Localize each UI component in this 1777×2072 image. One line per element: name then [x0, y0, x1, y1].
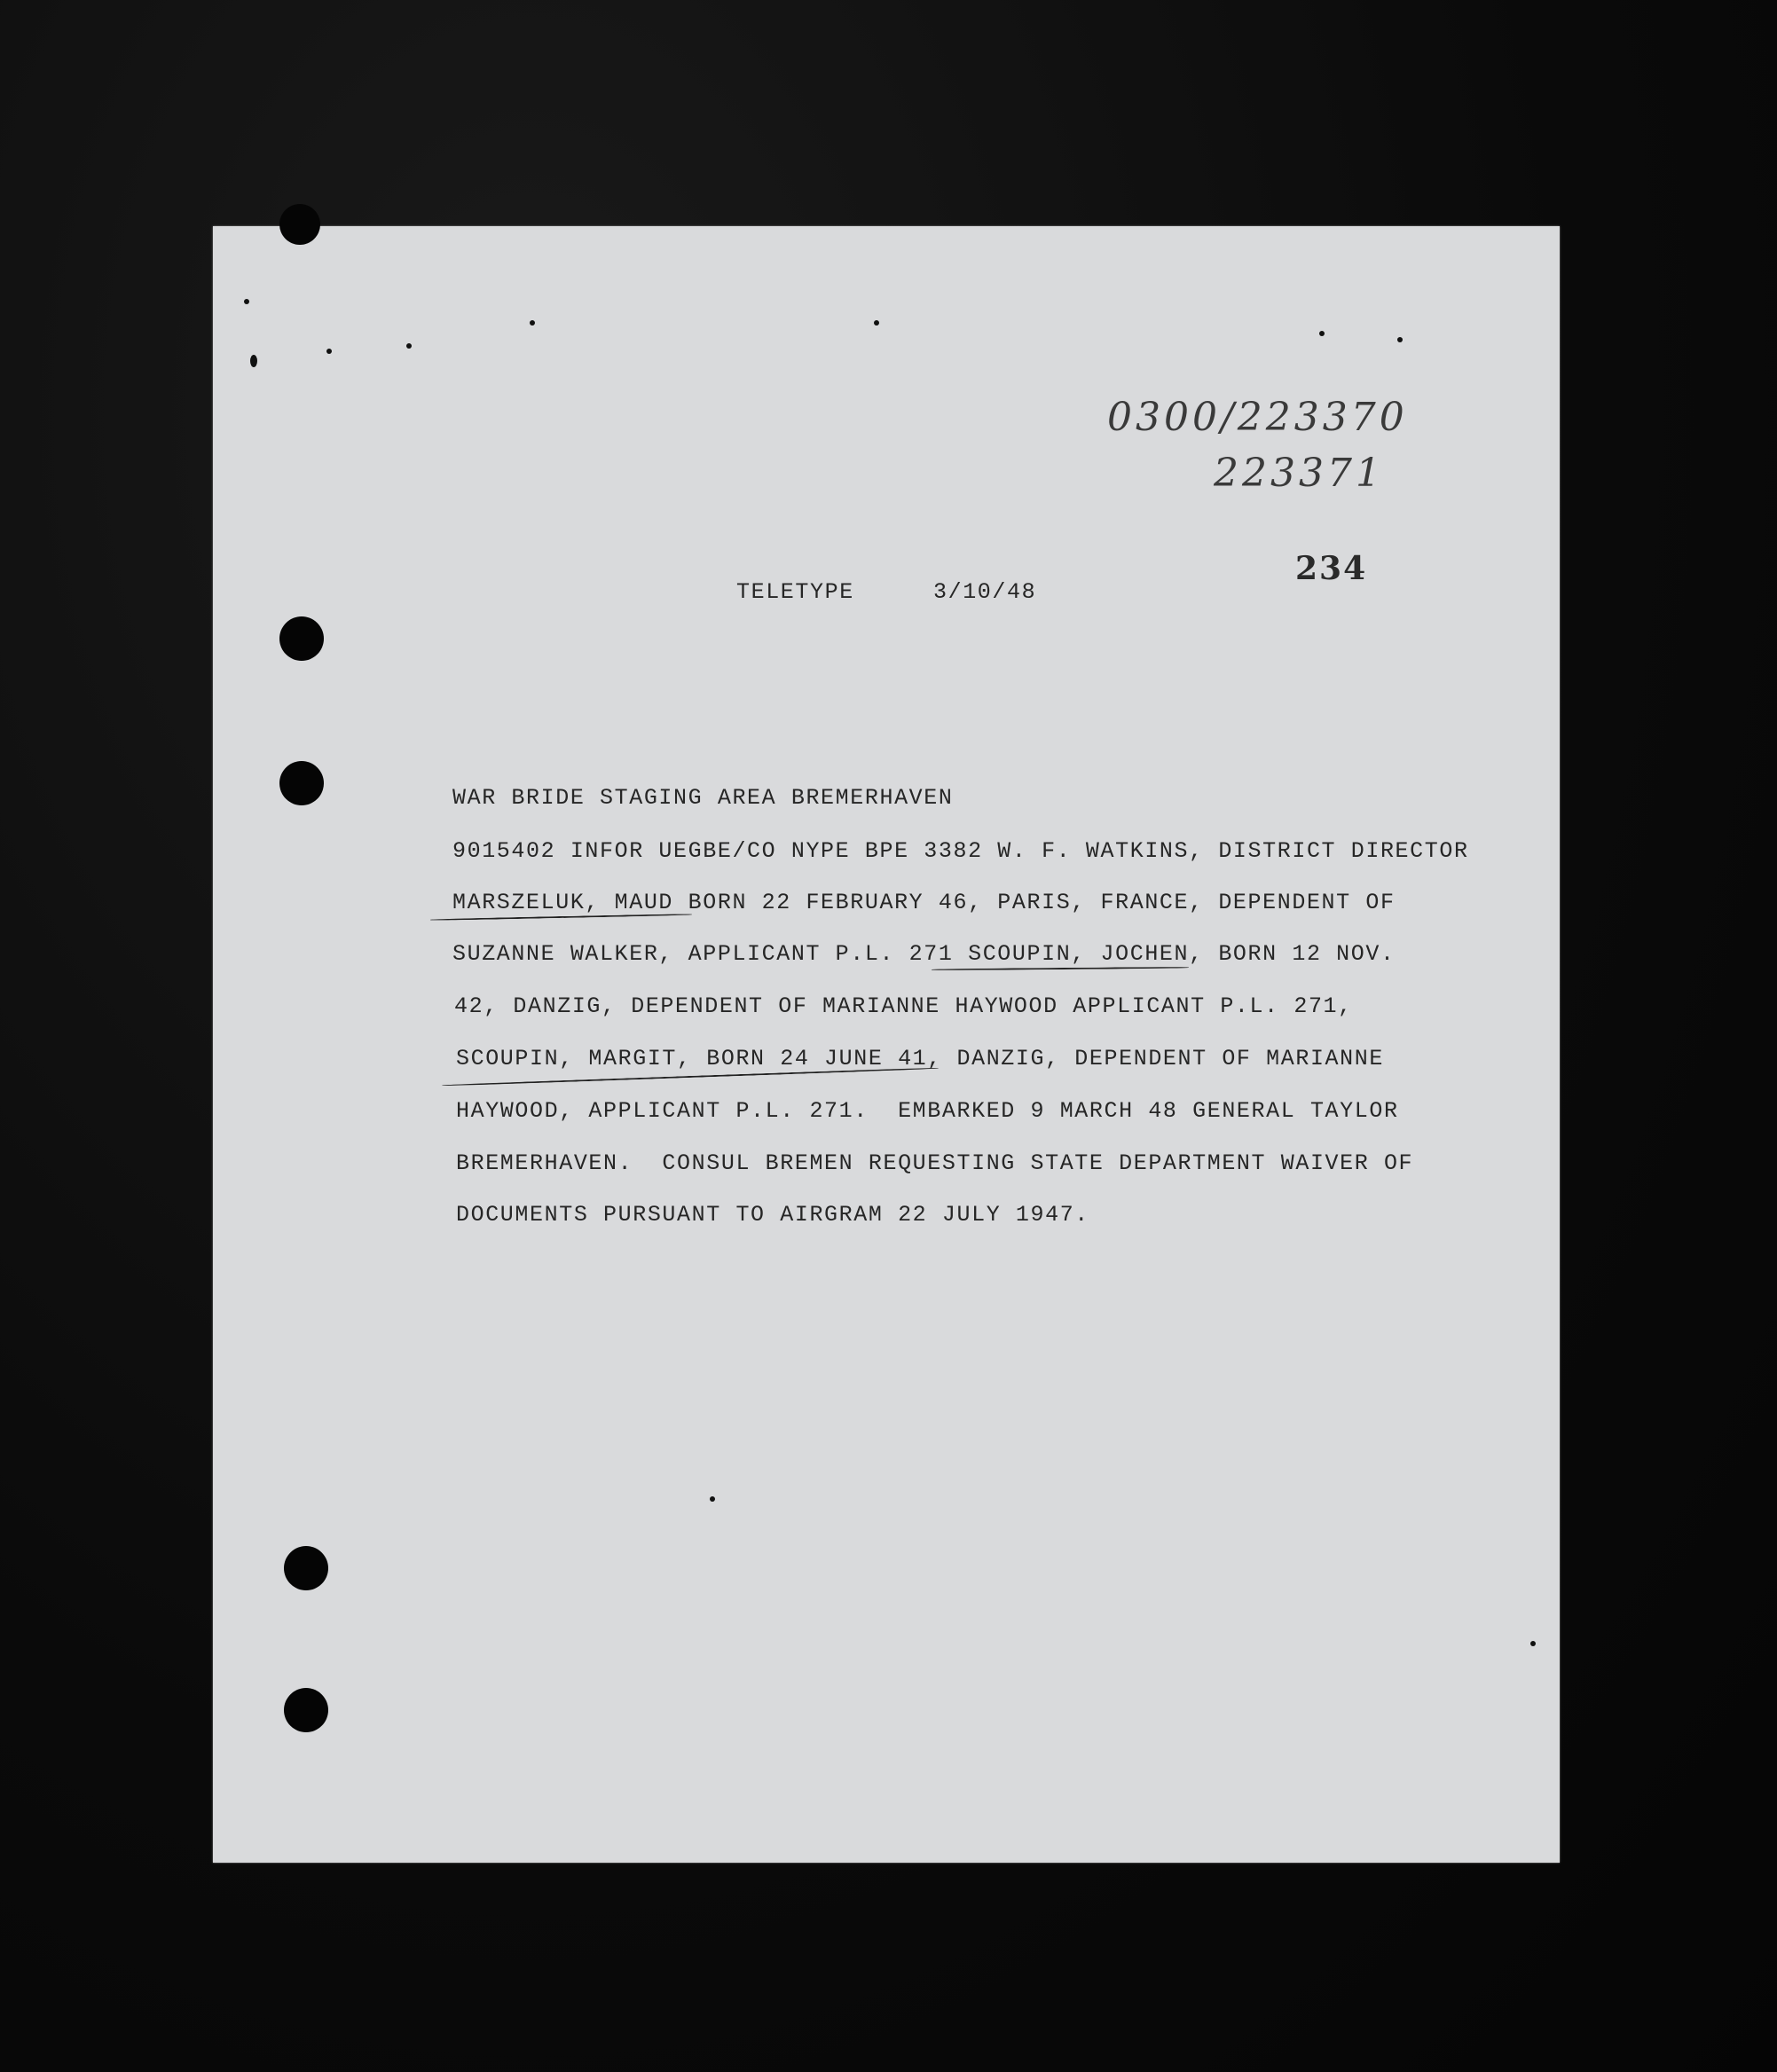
- punch-hole: [279, 616, 324, 661]
- body-line: SUZANNE WALKER, APPLICANT P.L. 271 SCOUPIN, JOCHEN, BORN 12 NOV.: [452, 941, 1396, 967]
- page-number-stamp: 234: [1295, 550, 1368, 587]
- body-line: MARSZELUK, MAUD BORN 22 FEBRUARY 46, PARIS, FRANCE, DEPENDENT OF: [452, 890, 1396, 915]
- scan-speck: [250, 355, 257, 367]
- punch-hole: [279, 204, 320, 245]
- scan-speck: [406, 343, 412, 349]
- document-date: 3/10/48: [933, 579, 1037, 605]
- name-underline: [932, 967, 1189, 971]
- scan-speck: [1319, 331, 1325, 336]
- punch-hole: [284, 1546, 328, 1590]
- punch-hole: [284, 1688, 328, 1732]
- body-line: 9015402 INFOR UEGBE/CO NYPE BPE 3382 W. F. WATKINS, DISTRICT DIRECTOR: [452, 838, 1469, 864]
- body-line: 42, DANZIG, DEPENDENT OF MARIANNE HAYWOOD APPLICANT P.L. 271,: [454, 993, 1353, 1019]
- scan-speck: [326, 349, 332, 354]
- body-line: BREMERHAVEN. CONSUL BREMEN REQUESTING STATE DEPARTMENT WAIVER OF: [456, 1150, 1414, 1176]
- document-page: [213, 226, 1560, 1863]
- scan-speck: [1530, 1641, 1536, 1646]
- body-line: HAYWOOD, APPLICANT P.L. 271. EMBARKED 9 MARCH 48 GENERAL TAYLOR: [456, 1098, 1399, 1124]
- scan-speck: [1397, 337, 1403, 342]
- scan-speck: [530, 320, 535, 326]
- body-line: SCOUPIN, MARGIT, BORN 24 JUNE 41, DANZIG, DEPENDENT OF MARIANNE: [456, 1046, 1384, 1071]
- document-type-label: TELETYPE: [736, 579, 854, 605]
- scan-speck: [710, 1496, 715, 1502]
- scan-speck: [244, 299, 249, 304]
- handwritten-file-number: 0300/223370: [1107, 395, 1408, 440]
- handwritten-file-number-secondary: 223371: [1214, 451, 1384, 496]
- punch-hole: [279, 761, 324, 805]
- body-line: WAR BRIDE STAGING AREA BREMERHAVEN: [452, 785, 954, 811]
- scan-speck: [874, 320, 879, 326]
- body-line: DOCUMENTS PURSUANT TO AIRGRAM 22 JULY 1947.: [456, 1202, 1089, 1228]
